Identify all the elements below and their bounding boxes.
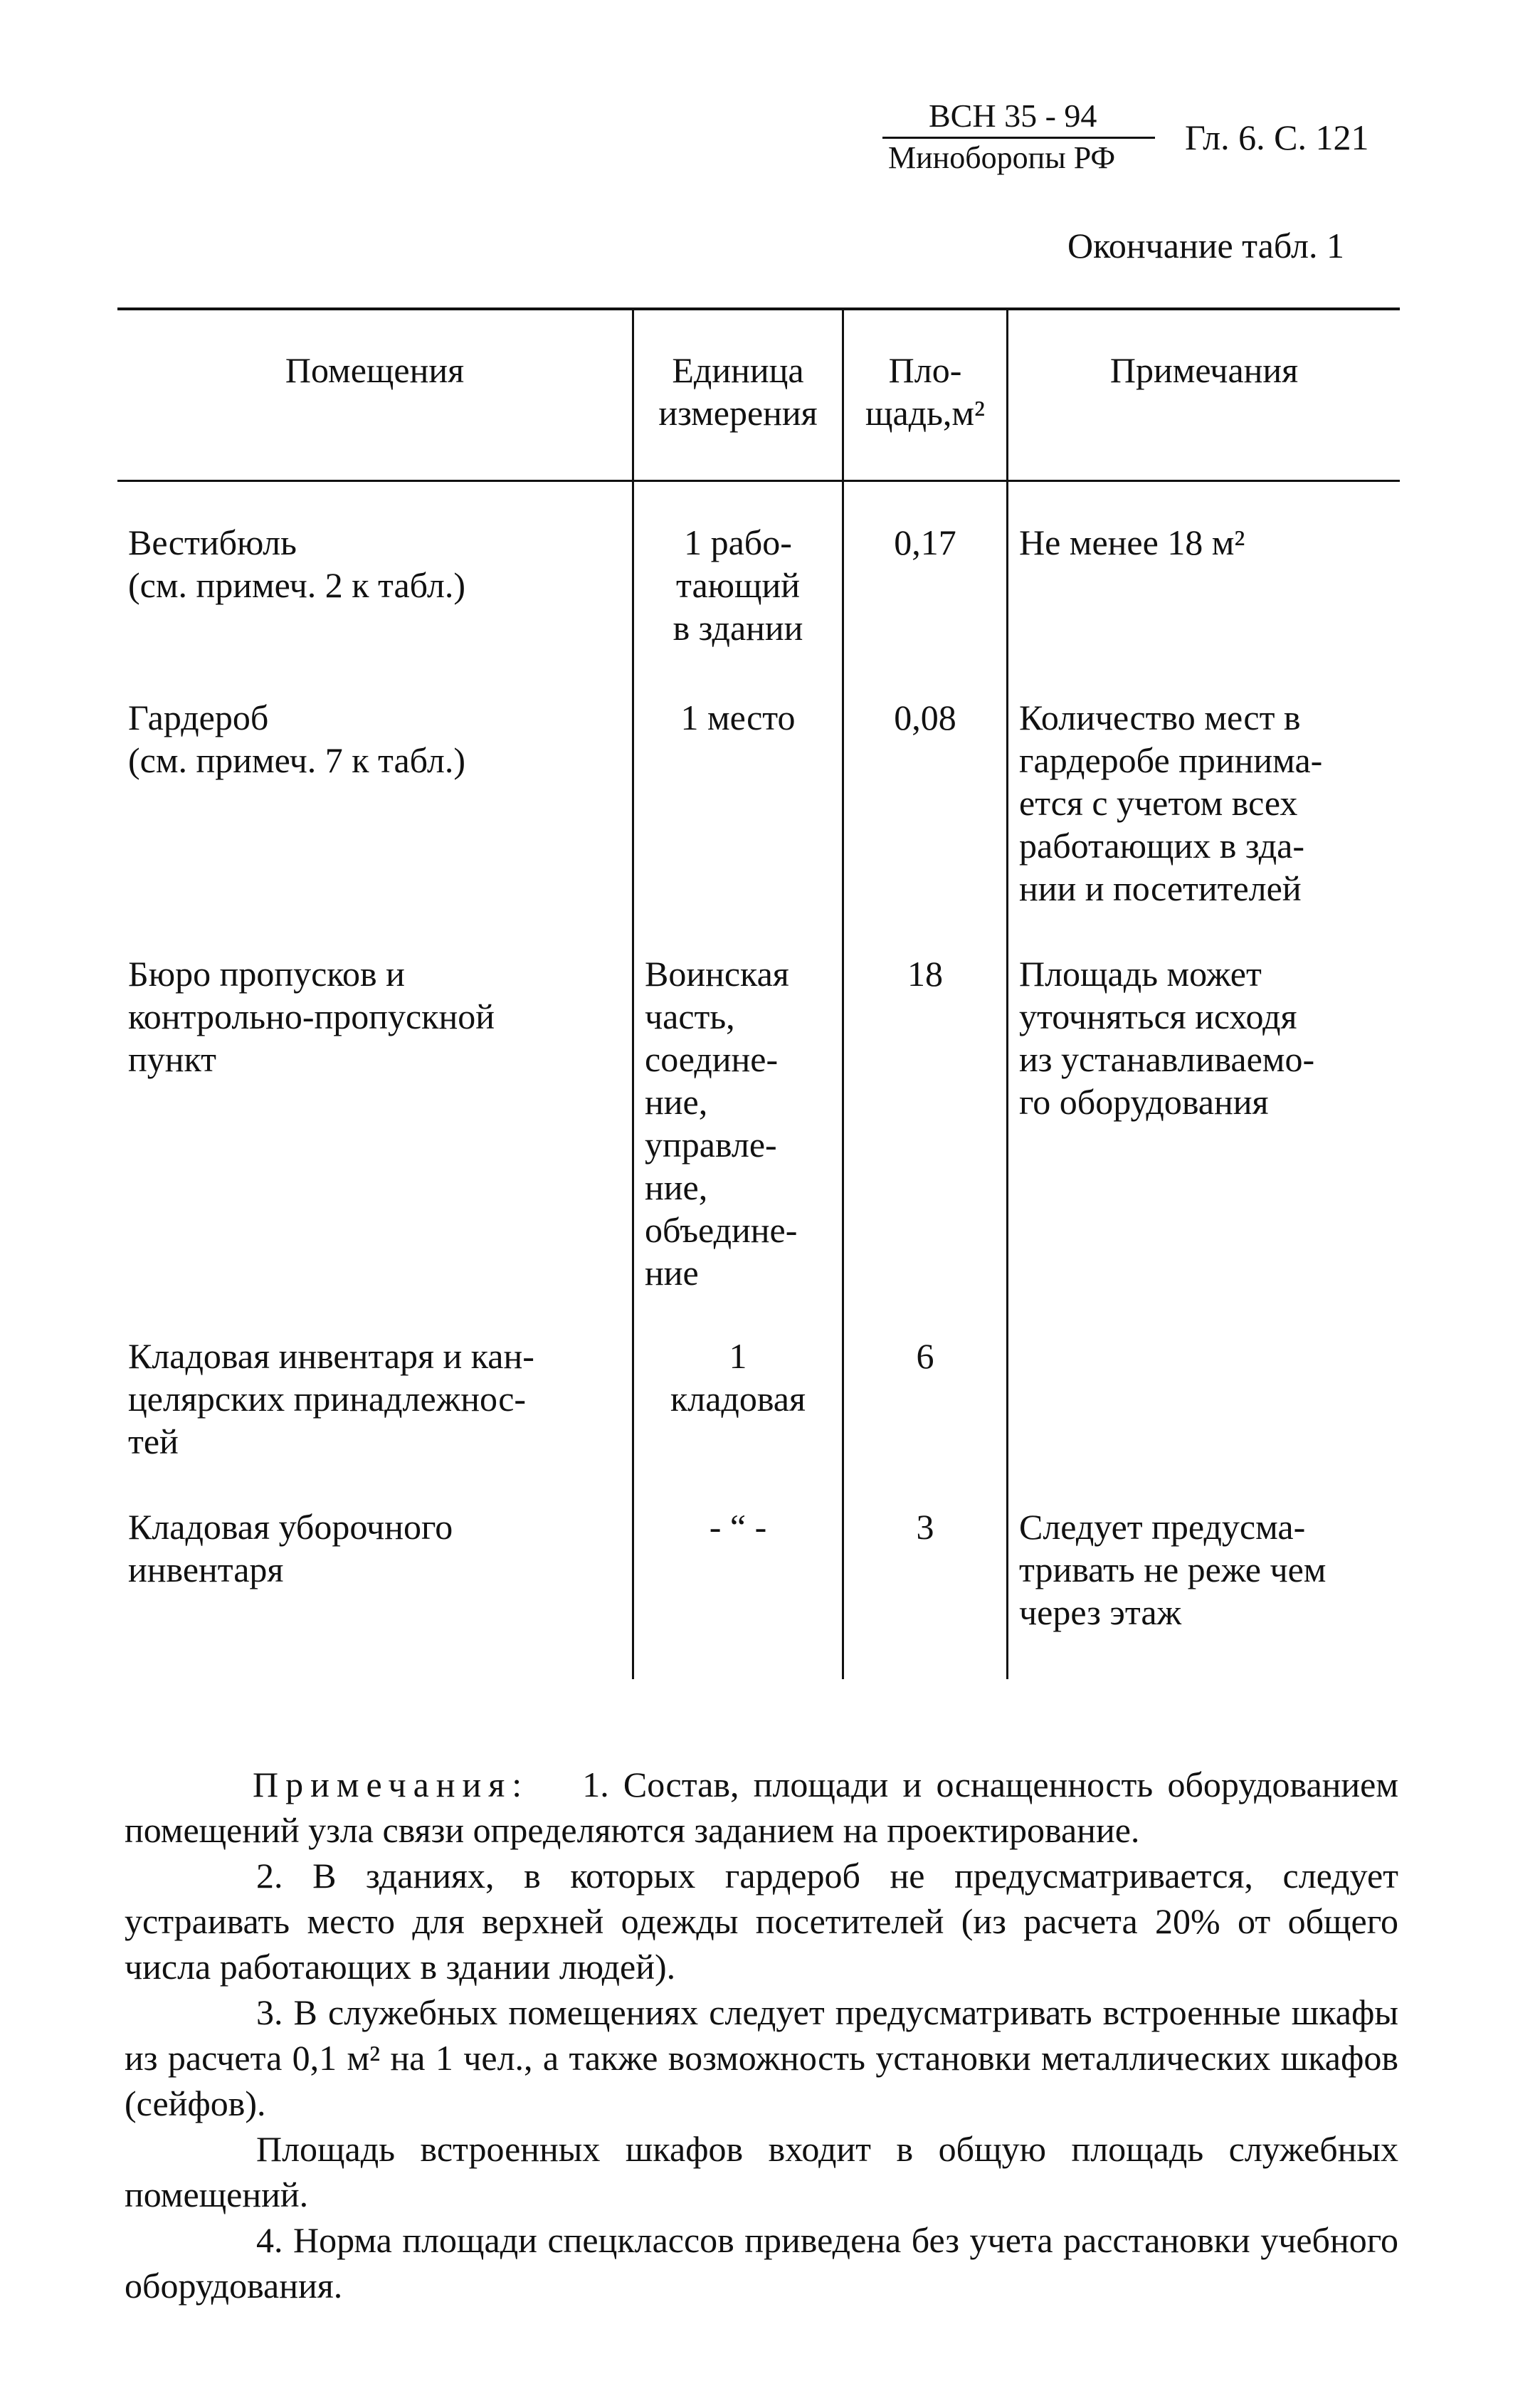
row-area: 3	[916, 1507, 934, 1547]
note-text: 1. Состав, площади и оснащенность оборудованием помещений узла связи определяются заданием на проектирование.	[125, 1765, 1398, 1850]
table-header-rule	[117, 480, 1400, 482]
table-top-rule	[117, 308, 1400, 310]
row-unit: 1 место	[680, 698, 796, 737]
row-unit: 1 рабо- тающий в здании	[673, 522, 803, 648]
row-room: Бюро пропусков и контрольно-пропускной пункт	[128, 954, 495, 1079]
column-divider	[632, 309, 634, 1679]
row-room: Кладовая инвентаря и кан- целярских принадлежнос- тей	[128, 1336, 534, 1461]
row-unit: Воинская часть, соедине- ние, управле- ние, объедине- ние	[645, 954, 798, 1293]
column-header-rooms: Помещения	[285, 350, 465, 390]
row-note: Следует предусма- тривать не реже чем через этаж	[1019, 1507, 1327, 1632]
row-room: Кладовая уборочного инвентаря	[128, 1507, 453, 1589]
row-area: 18	[907, 954, 943, 994]
note-paragraph: Площадь встроенных шкафов входит в общую площадь служебных помещений.	[125, 2129, 1398, 2214]
note-paragraph: 4. Норма площади спецклассов приведена без учета расстановки учебного оборудования.	[125, 2220, 1398, 2306]
column-header-area: Пло- щадь,м²	[865, 350, 986, 433]
row-room: Вестибюль (см. примеч. 2 к табл.)	[128, 522, 465, 605]
note-paragraph: 2. В зданиях, в которых гардероб не предусматривается, следует устраивать место для верхней одежды посетителей (из расчета 20% от общего числа работающих в здании людей).	[125, 1856, 1398, 1987]
column-header-unit: Единица измерения	[658, 350, 818, 433]
notes-title: Примечания:	[253, 1765, 529, 1804]
notes-section	[125, 1762, 1398, 2308]
note-paragraph	[125, 1762, 1398, 1853]
row-note: Не менее 18 м²	[1019, 522, 1245, 562]
row-area: 0,08	[894, 698, 956, 737]
note-paragraph: 3. В служебных помещениях следует предусматривать встроенные шкафы из расчета 0,1 м² на 1 чел., а также возможность установки металлических шкафов (сейфов).	[125, 1992, 1398, 2123]
row-room: Гардероб (см. примеч. 7 к табл.)	[128, 698, 465, 780]
row-note: Количество мест в гардеробе принима- ется с учетом всех работающих в зда- нии и посетителей	[1019, 698, 1323, 908]
column-header-notes: Примечания	[1109, 350, 1299, 390]
row-note: Площадь может уточняться исходя из устанавливаемо- го оборудования	[1019, 954, 1315, 1122]
row-area: 6	[916, 1336, 934, 1376]
row-unit: - “ -	[709, 1507, 767, 1547]
row-unit: 1 кладовая	[670, 1336, 806, 1419]
document-code: ВСН 35 - 94	[929, 98, 1097, 134]
header-divider	[882, 137, 1155, 139]
column-divider	[1006, 309, 1008, 1679]
issuing-organization: Миноборопы РФ	[888, 140, 1116, 175]
page-reference: Гл. 6. С. 121	[1185, 117, 1369, 157]
table-caption: Окончание табл. 1	[1067, 226, 1344, 266]
row-area: 0,17	[894, 522, 956, 562]
